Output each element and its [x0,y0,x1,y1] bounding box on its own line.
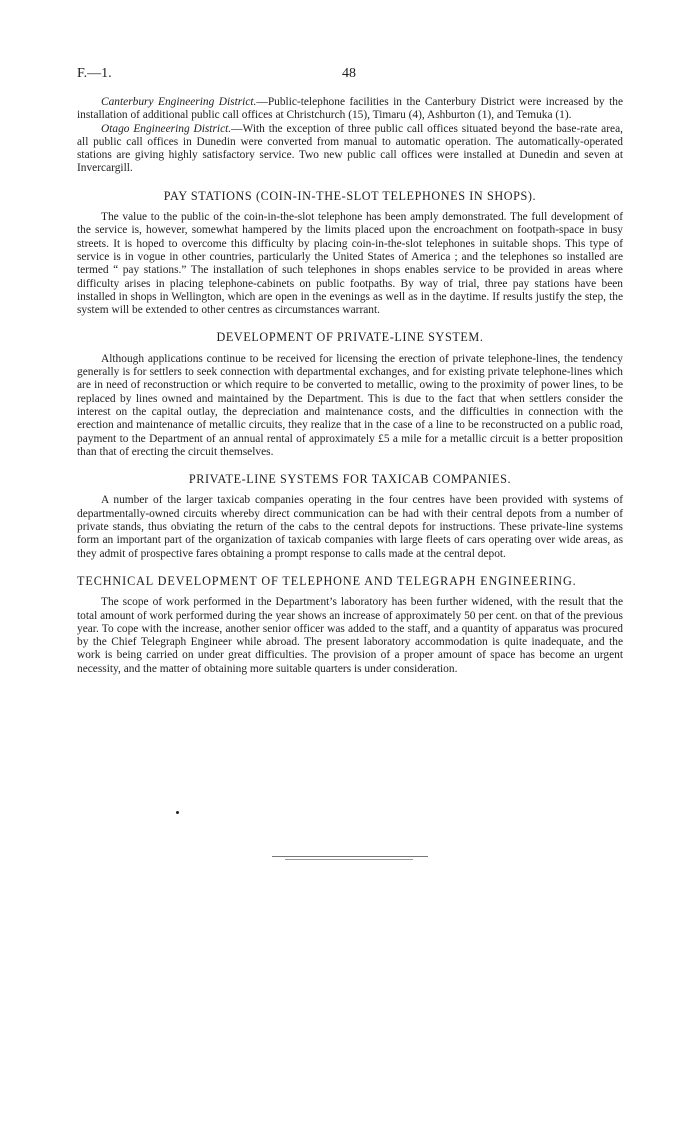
pay-stations-paragraph: The value to the public of the coin-in-the-slot telephone has been amply demonstrated. The full development of the service is, however, somewhat hampered by the limits placed upon the encroachment on footpath-space in busy streets. It is hoped to overcome this difficulty by placing coin-in-the-slot telephones in suitable shops. This type of service is in vogue in other countries, particularly the United States of America ; and the telephones so installed are termed “ pay stations.” The installation of such telephones in shops enables service to be provided in areas where difficulty arises in placing telephone-cabinets on public footpaths. By way of trial, three pay stations have been installed in shops in Wellington, which are open in the evenings as well as in the daytime. If results justify the step, the system will be extended to other centres as circumstances warrant. [77,211,623,317]
private-line-heading: DEVELOPMENT OF PRIVATE-LINE SYSTEM. [216,330,484,345]
private-line-paragraph: Although applications continue to be received for licensing the erection of private telephone-lines, the tendency generally is for settlers to seek connection with departmental exchanges, and for existing private telephone-lines which are in need of reconstruction or which require to be converted to metallic, owing to the proximity of power lines, to be replaced by lines owned and maintained by the Department. This is due to the fact that when settlers consider the interest on the capital outlay, the depreciation and maintenance costs, and the difficulties in connection with the erection and maintenance of metallic circuits, they realize that in the case of a line to be reconstructed on a public road, payment to the Department of an annual rental of approximately £5 a mile for a metallic circuit is a better proposition than that of erecting the circuit themselves. [77,352,623,458]
otago-paragraph [77,123,623,176]
otago-text: —With the exception of three public call offices situated beyond the base-rate area, all public call offices in Dunedin were converted from manual to automatic operation. The automatically-operated stations are giving highly satisfactory service. Two new public call offices were installed at Dunedin and seven at Invercargill. [77,122,623,175]
taxicab-paragraph: A number of the larger taxicab companies operating in the four centres have been provided with systems of departmentally-owned circuits whereby direct communication can be had with their central depots from a number of private stands, thus obviating the return of the cabs to the central depots for instructions. These private-line systems form an important part of the organization of taxicab companies with large fleets of cars operating over wide areas, as they admit of prospective fares obtaining a prompt response to calls made at the central depot. [77,494,623,560]
page-number: 48 [342,66,356,81]
pay-stations-heading: PAY STATIONS (COIN-IN-THE-SLOT TELEPHONES IN SHOPS). [163,188,537,203]
parliamentary-paper-reference: F.—1. [77,66,112,81]
technical-paragraph: The scope of work performed in the Department’s laboratory has been further widened, with the result that the total amount of work performed during the year shows an increase of approximately 50 per cent. on that of the previous year. To cope with the increase, another senior officer was added to the staff, and a quantity of apparatus was procured by the Chief Telegraph Engineer while abroad. The present laboratory accommodation is quite inadequate, and the work is being carried on under great difficulties. The provision of a proper amount of space has become an urgent necessity, and the matter of obtaining more suitable quarters is under consideration. [77,596,623,675]
stray-dot [176,811,179,814]
technical-heading: TECHNICAL DEVELOPMENT OF TELEPHONE AND TELEGRAPH ENGINEERING. [77,573,577,588]
canterbury-text: —Public-telephone facilities in the Canterbury District were increased by the installation of additional public call offices at Christchurch (15), Timaru (4), Ashburton (1), and Temuka (1). [77,96,623,122]
document-body [77,96,623,676]
canterbury-lead: Canterbury Engineering District. [101,96,257,108]
page-header [77,66,623,86]
otago-lead: Otago Engineering District. [101,122,232,135]
canterbury-paragraph [77,96,623,123]
closing-rule [272,856,428,857]
closing-rule-secondary [285,859,413,860]
taxicab-heading: PRIVATE-LINE SYSTEMS FOR TAXICAB COMPANIES. [188,472,512,487]
